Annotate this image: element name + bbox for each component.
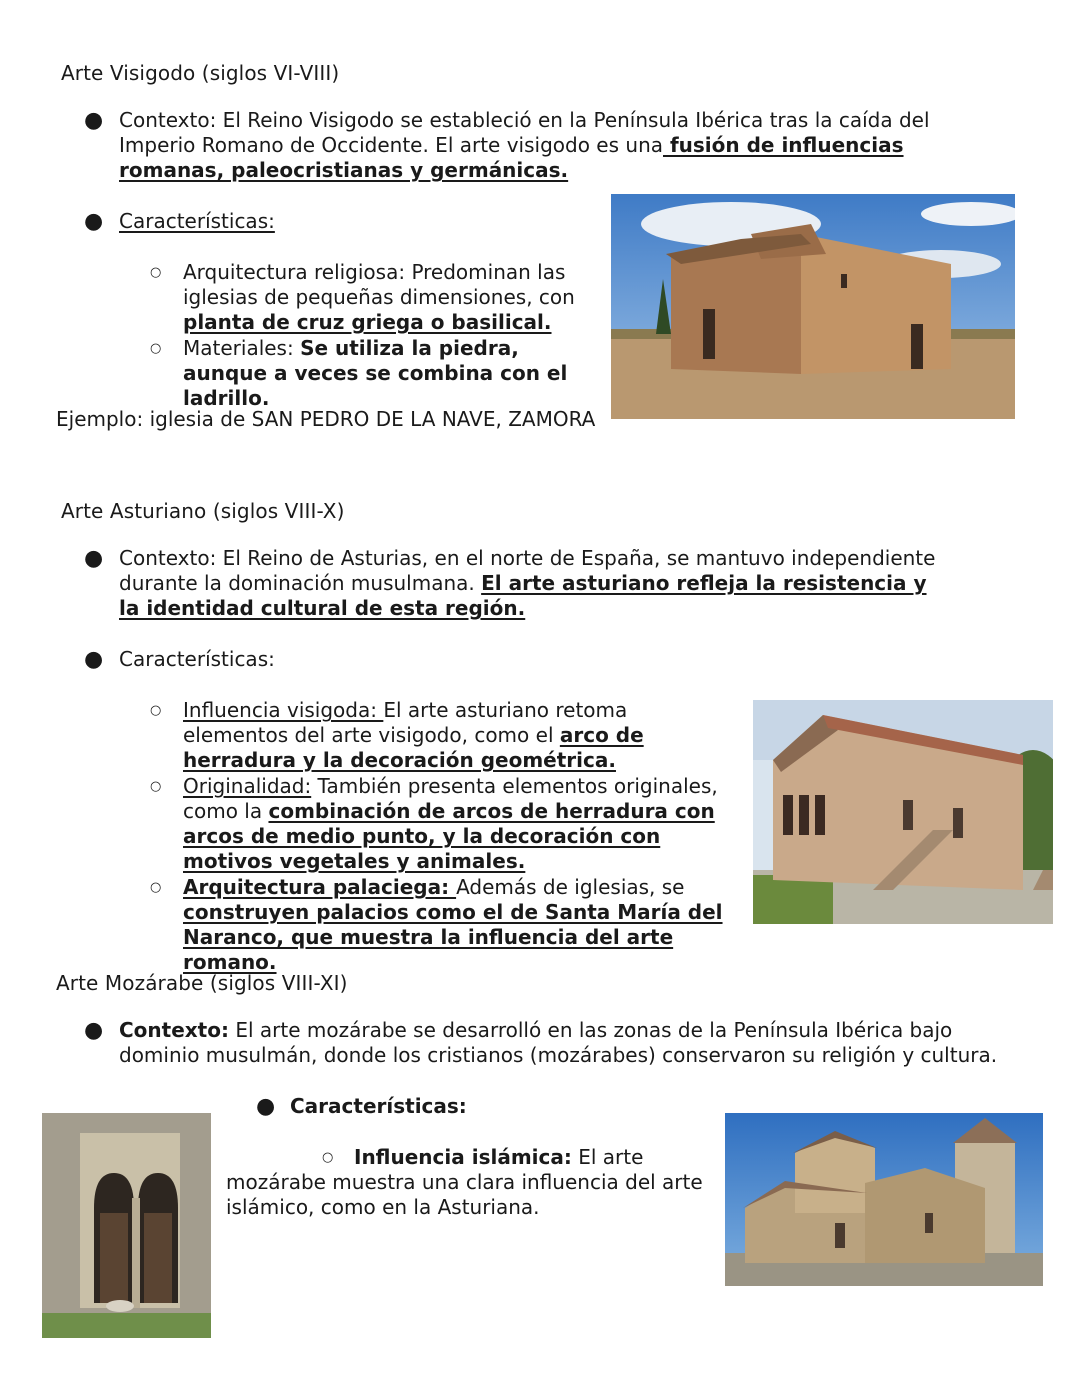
visigodo-caracteristicas: [119, 209, 275, 234]
asturiano-item2-text: También presenta elementos originales, como la: [183, 774, 718, 823]
visigodo-item-arquitectura: [183, 260, 603, 335]
mozarabe-contexto: [119, 1018, 1019, 1068]
bullet-dot: ●: [84, 1018, 104, 1043]
bullet-circle: ○: [150, 265, 162, 280]
asturiano-item1-label: Influencia visigoda:: [183, 698, 384, 722]
visigodo-item1-bold: planta de cruz griega o basilical.: [183, 310, 552, 334]
mozarabic-church-photo-icon: [725, 1113, 1043, 1286]
mozarabe-item1-label: Influencia islámica:: [354, 1145, 572, 1169]
mozarabe-contexto-text: El arte mozárabe se desarrolló en las zonas de la Península Ibérica bajo dominio musulmán, donde los cristianos (mozárabes) conservaron su religión y cultura.: [119, 1018, 998, 1067]
asturiano-contexto: [119, 546, 949, 621]
asturiano-item1-bold: arco de herradura y la decoración geométrica.: [183, 723, 644, 772]
bullet-dot: ●: [84, 209, 104, 234]
mozarabe-contexto-label: Contexto:: [119, 1018, 229, 1042]
asturiano-item1-text: El arte asturiano retoma elementos del arte visigodo, como el: [183, 698, 628, 747]
mozarabe-item1-line1: [354, 1145, 643, 1170]
bullet-circle: ○: [150, 341, 162, 356]
mozarabe-title: Arte Mozárabe (siglos VIII-XI): [56, 971, 348, 995]
bullet-dot: ●: [84, 546, 104, 571]
bullet-circle: ○: [322, 1150, 334, 1165]
bullet-dot: ●: [84, 647, 104, 672]
visigodo-contexto-bold: fusión de influencias romanas, paleocristianas y germánicas.: [119, 133, 904, 182]
mozarabe-caracteristicas-label: Características:: [290, 1094, 467, 1118]
visigodo-caracteristicas-label: Características:: [119, 209, 275, 233]
asturiano-item-palaciega: [183, 875, 728, 975]
asturiano-item-influencia: [183, 698, 723, 773]
asturiano-item2-label: Originalidad:: [183, 774, 312, 798]
bullet-circle: ○: [150, 779, 162, 794]
asturiano-contexto-text: Contexto: El Reino de Asturias, en el norte de España, se mantuvo independiente durante la dominación musulmana.: [119, 546, 936, 595]
church-photo-icon: [611, 194, 1015, 419]
visigodo-ejemplo: Ejemplo: iglesia de SAN PEDRO DE LA NAVE, ZAMORA: [56, 407, 596, 431]
asturiano-caracteristicas: Características:: [119, 647, 275, 671]
visigodo-contexto: [119, 108, 999, 183]
asturiano-item3-label: Arquitectura palaciega:: [183, 875, 457, 899]
visigodo-item2-bold: Se utiliza la piedra, aunque a veces se combina con el ladrillo.: [183, 336, 568, 410]
asturiano-item3-bold: construyen palacios como el de Santa María del Naranco, que muestra la influencia del arte romano.: [183, 900, 723, 974]
mozarabe-item1-text-a: El arte: [571, 1145, 644, 1169]
visigodo-contexto-text: El Reino Visigodo se estableció en la Península Ibérica tras la caída del Imperio Romano de Occidente. El arte visigodo es una: [119, 108, 930, 157]
asturiano-title: Arte Asturiano (siglos VIII-X): [61, 499, 345, 523]
mozarabe-caracteristicas: [290, 1094, 467, 1119]
visigodo-item-materiales: [183, 336, 603, 411]
asturiano-item-originalidad: [183, 774, 728, 874]
bullet-circle: ○: [150, 880, 162, 895]
asturiano-item3-text: Además de iglesias, se: [456, 875, 685, 899]
mozarabe-item1-rest: mozárabe muestra una clara influencia del arte islámico, como en la Asturiana.: [226, 1170, 703, 1219]
bullet-circle: ○: [150, 703, 162, 718]
bullet-dot: ●: [84, 108, 104, 133]
visigodo-title: Arte Visigodo (siglos VI-VIII): [61, 61, 340, 85]
asturiano-item2-bold: combinación de arcos de herradura con arcos de medio punto, y la decoración con motivos vegetales y animales.: [183, 799, 715, 873]
horseshoe-arch-doorway-photo-icon: [42, 1113, 211, 1338]
bullet-dot: ●: [256, 1094, 276, 1119]
visigodo-contexto-label: Contexto:: [119, 108, 217, 132]
asturiano-contexto-bold: El arte asturiano refleja la resistencia y la identidad cultural de esta región.: [119, 571, 927, 620]
palace-photo-icon: [753, 700, 1053, 924]
visigodo-item2-text: Materiales:: [183, 336, 301, 360]
visigodo-item1-text: Arquitectura religiosa: Predominan las iglesias de pequeñas dimensiones, con: [183, 260, 575, 309]
